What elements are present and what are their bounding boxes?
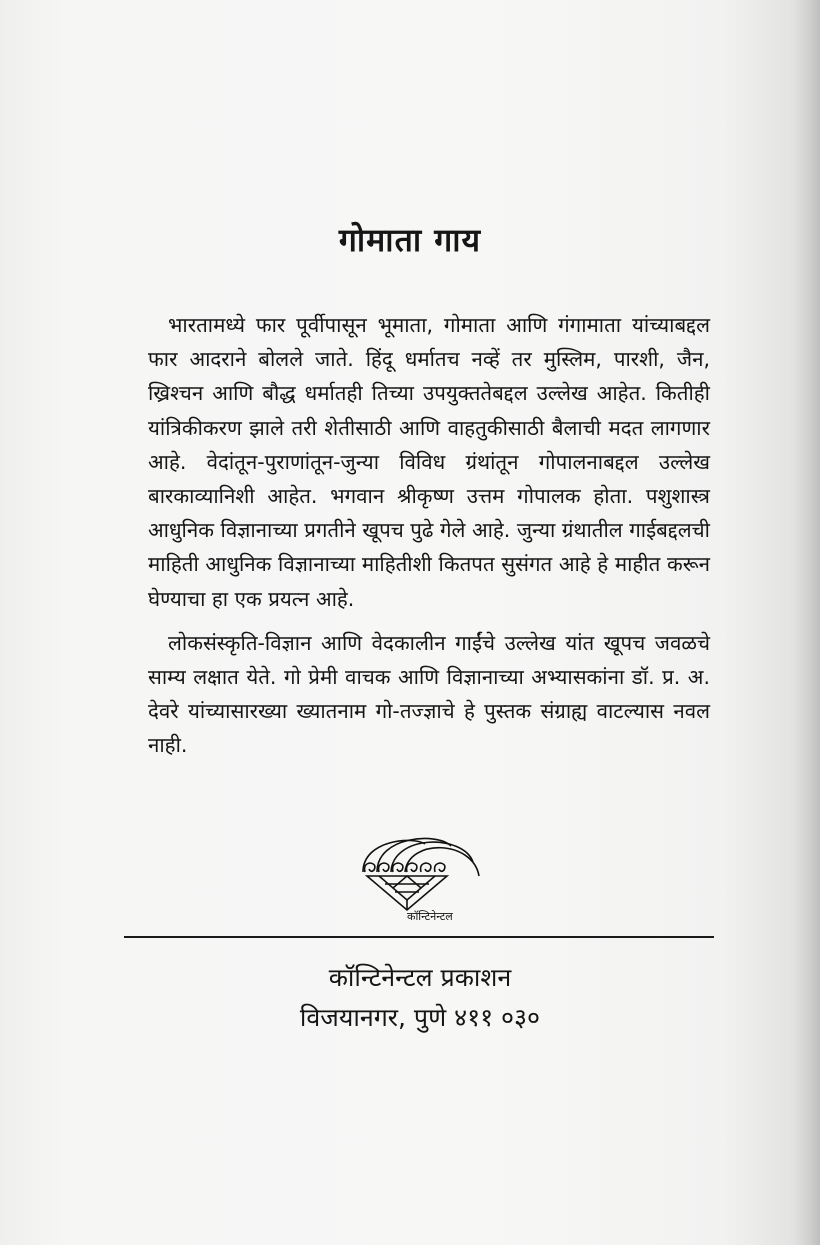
blurb-paragraph-1: भारतामध्ये फार पूर्वीपासून भूमाता, गोमाता आणि गंगामाता यांच्याबद्दल फार आदराने बोलले जाते. हिंदू धर्मातच नव्हें तर मुस्लिम, पारशी, जैन, ख्रिश्चन आणि बौद्ध धर्मातही तिच्या उपयुक्ततेबद्दल उल्लेख आहेत. कितीही यांत्रिकीकरण झाले तरी शेतीसाठी आणि वाहतुकीसाठी बैलाची मदत लागणार आहे. वेदांतून-पुराणांतून-जुन्या विविध ग्रंथांतून गोपालनाबद्दल उल्लेख बारकाव्यानिशी आहेत. भगवान श्रीकृष्ण उत्तम गोपालक होता. पशुशास्त्र आधुनिक विज्ञानाच्या प्रगतीने खूपच पुढे गेले आहे. जुन्या ग्रंथातील गाईबद्दलची माहिती आधुनिक विज्ञानाच्या माहितीशी कितपत सुसंगत आहे हे माहीत करून घेण्याचा हा एक प्रयत्न आहे. bbox=[148, 313, 710, 611]
blurb-paragraph-2: लोकसंस्कृति-विज्ञान आणि वेदकालीन गाईंचे उल्लेख यांत खूपच जवळचे साम्य लक्षात येते. गो प्रेमी वाचक आणि विज्ञानाच्या अभ्यासकांना डॉ. प्र. अ. देवरे यांच्यासारख्या ख्यातनाम गो-तज्ज्ञाचे हे पुस्तक संग्राह्य वाटल्यास नवल नाही. bbox=[148, 630, 710, 758]
divider-line bbox=[124, 936, 714, 938]
book-title: गोमाता गाय bbox=[338, 221, 482, 259]
continental-logo-icon bbox=[355, 832, 485, 924]
logo-label: कॉन्टिनेन्टल bbox=[407, 910, 453, 923]
blurb-text bbox=[148, 308, 710, 763]
page-edge-shadow bbox=[794, 0, 820, 1245]
publisher-name: कॉन्टिनेन्टल प्रकाशन bbox=[328, 963, 512, 992]
publisher-address: विजयानगर, पुणे ४११ ०३० bbox=[299, 1003, 541, 1032]
